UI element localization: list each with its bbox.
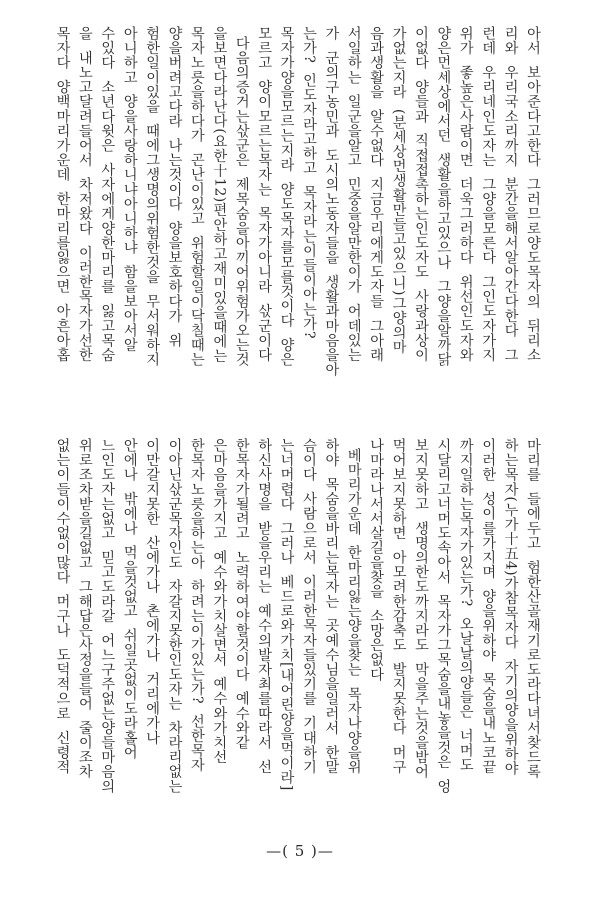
lower-column-10: 하야 목숨을바리는목자는 곳예수님을일러서 한말 — [323, 438, 340, 775]
lower-column-3: 이러한 성이를가지며 양을위하야 목숨을내노코끝 — [480, 438, 497, 775]
text-block-lower — [56, 438, 544, 830]
upper-column-7: 가없는지라 (분세상먼생활만들고있으니)그양의마 — [390, 26, 407, 355]
upper-column-14: 다음의증거는삯군은 제목숨을아끼어위험가오는것 — [233, 26, 250, 367]
upper-column-3: 런데 우리네인도자는 그양을모른다 그인도자가지 — [480, 26, 497, 363]
lower-column-14: 한목자가될려고 노력하여야할것이다 예수와같 — [233, 438, 250, 750]
upper-column-10: 가 군의구농민과 도시의노동자들을 생활과마음을아 — [323, 26, 340, 377]
lower-column-7: 먹어보지못하면 아모려한감축도 발지못한다 머구 — [390, 438, 407, 775]
lower-column-6: 보지못하고 생명의한도까지라도 막을주는것을밤어 — [412, 438, 429, 779]
lower-column-8: 나마라나서서살길을찾을 소망은없다 — [368, 438, 385, 682]
lower-column-11: 슴이다 사람으로서 이러한목자들있기를 기대하기 — [300, 438, 317, 775]
upper-column-13: 모르고 양이모르는목자는 목자가아니라 삯군이다 — [256, 26, 273, 363]
lower-column-22: 없는이들이수없이많다 머구나 도덕적으로 신령적 — [54, 438, 71, 775]
lower-column-12: 는너머렵다 그러나 베드로와가치[내어린양을먹이라] — [278, 438, 295, 791]
upper-column-5: 양은먼세상에서던 생활을하고있으나 그양을알까닭 — [435, 26, 452, 367]
lower-column-19: 안에나 밖에나 먹을것없고 쉬일곳없이도라홀어 — [121, 438, 138, 760]
upper-column-2: 리와 우리국소리까지 분간을해서알아간다한다 그 — [502, 26, 519, 363]
lower-column-2: 하는목자(누가十五4)가참목자다 자기의양을위하야 — [502, 438, 519, 776]
lower-column-15: 은마음을가지고 예수와가치살면서 예수와가치선 — [211, 438, 228, 765]
page-number: —( 5 )— — [266, 842, 334, 860]
lower-column-5: 시달리고너머도속아서 목자가그목숨을내놓을것은 엉 — [435, 438, 452, 794]
upper-column-21: 을 내노고달려들어서 차저왔다 이러한목자가선한 — [76, 26, 93, 363]
lower-column-17: 이아닌삯군목자인도 자갈지못한인도자는 차라리없는 — [166, 438, 183, 794]
lower-column-16: 한목자노릇을하는아 하려는이가있는가? 선한목자 — [188, 438, 205, 773]
upper-column-19: 아니하고 양을사랑하니냐아니하냐 함을보아서알 — [121, 26, 138, 353]
upper-column-8: 음과생활을 알수없다 지금우리에게도자들 그아래 — [368, 26, 385, 363]
upper-column-12: 목자가양을모르는지라 양도목자를모를것이다 양은 — [278, 26, 295, 367]
upper-column-20: 수있다 소년다윗은 사자에게양한마리를 잃고목숨 — [99, 26, 116, 363]
upper-column-9: 서일하는 일군을알고 민중을알만한이가 어데있는 — [345, 26, 362, 363]
lower-column-21: 위로조차받을길없고 그해답은사정을들어 줄이조차 — [76, 438, 93, 779]
lower-column-18: 이만갈지못한 산에가나 촌에가나 거리에가나 — [144, 438, 161, 745]
upper-column-4: 위가 좋높은사람이면 더욱그러하다 위선인도자와 — [457, 26, 474, 363]
lower-column-9: 베마리가운데 한마리잃는양을찾는 목자나양을위 — [345, 438, 362, 775]
upper-column-6: 이없다 양들과 직접접촉하는인도자도 사랑과상이 — [412, 26, 429, 363]
upper-column-18: 험한일이있을 때에그생명의위험한것을 무서워하지 — [144, 26, 161, 367]
upper-column-11: 는가? 인도자라고하고 목자라는이들이아는가? — [300, 26, 317, 340]
upper-column-22: 목자다 양백마리가운데 한마리를잃으면 아흔아홉 — [54, 26, 71, 363]
upper-column-17: 양을버려고다라 나는것이다 양을보호하다가 위 — [166, 26, 183, 348]
upper-column-15: 을보면다라난다(요한十12)편안하고재미있을때에는 — [211, 26, 228, 364]
upper-column-16: 목자노릇을하다가 곤난이있고 위험할일이닥칠때는 — [188, 26, 205, 367]
lower-column-4: 까지일하는목자가있는가? 오날날의양들은 너머도 — [457, 438, 474, 773]
lower-column-1: 마리를 들에두고 험한산골재기로도라다녀서찾드록 — [525, 438, 541, 779]
text-block-upper — [54, 26, 544, 410]
upper-column-1: 아서 보아준다고한다 그러므로양도목자의 뒤리소 — [525, 26, 541, 363]
lower-column-13: 하신사명을 받을우리는 예수의발자최를따라서 선 — [256, 438, 273, 775]
lower-column-20: 느인도자는없고 믿고도라갈 어느구주없는양들마음의 — [99, 438, 116, 794]
